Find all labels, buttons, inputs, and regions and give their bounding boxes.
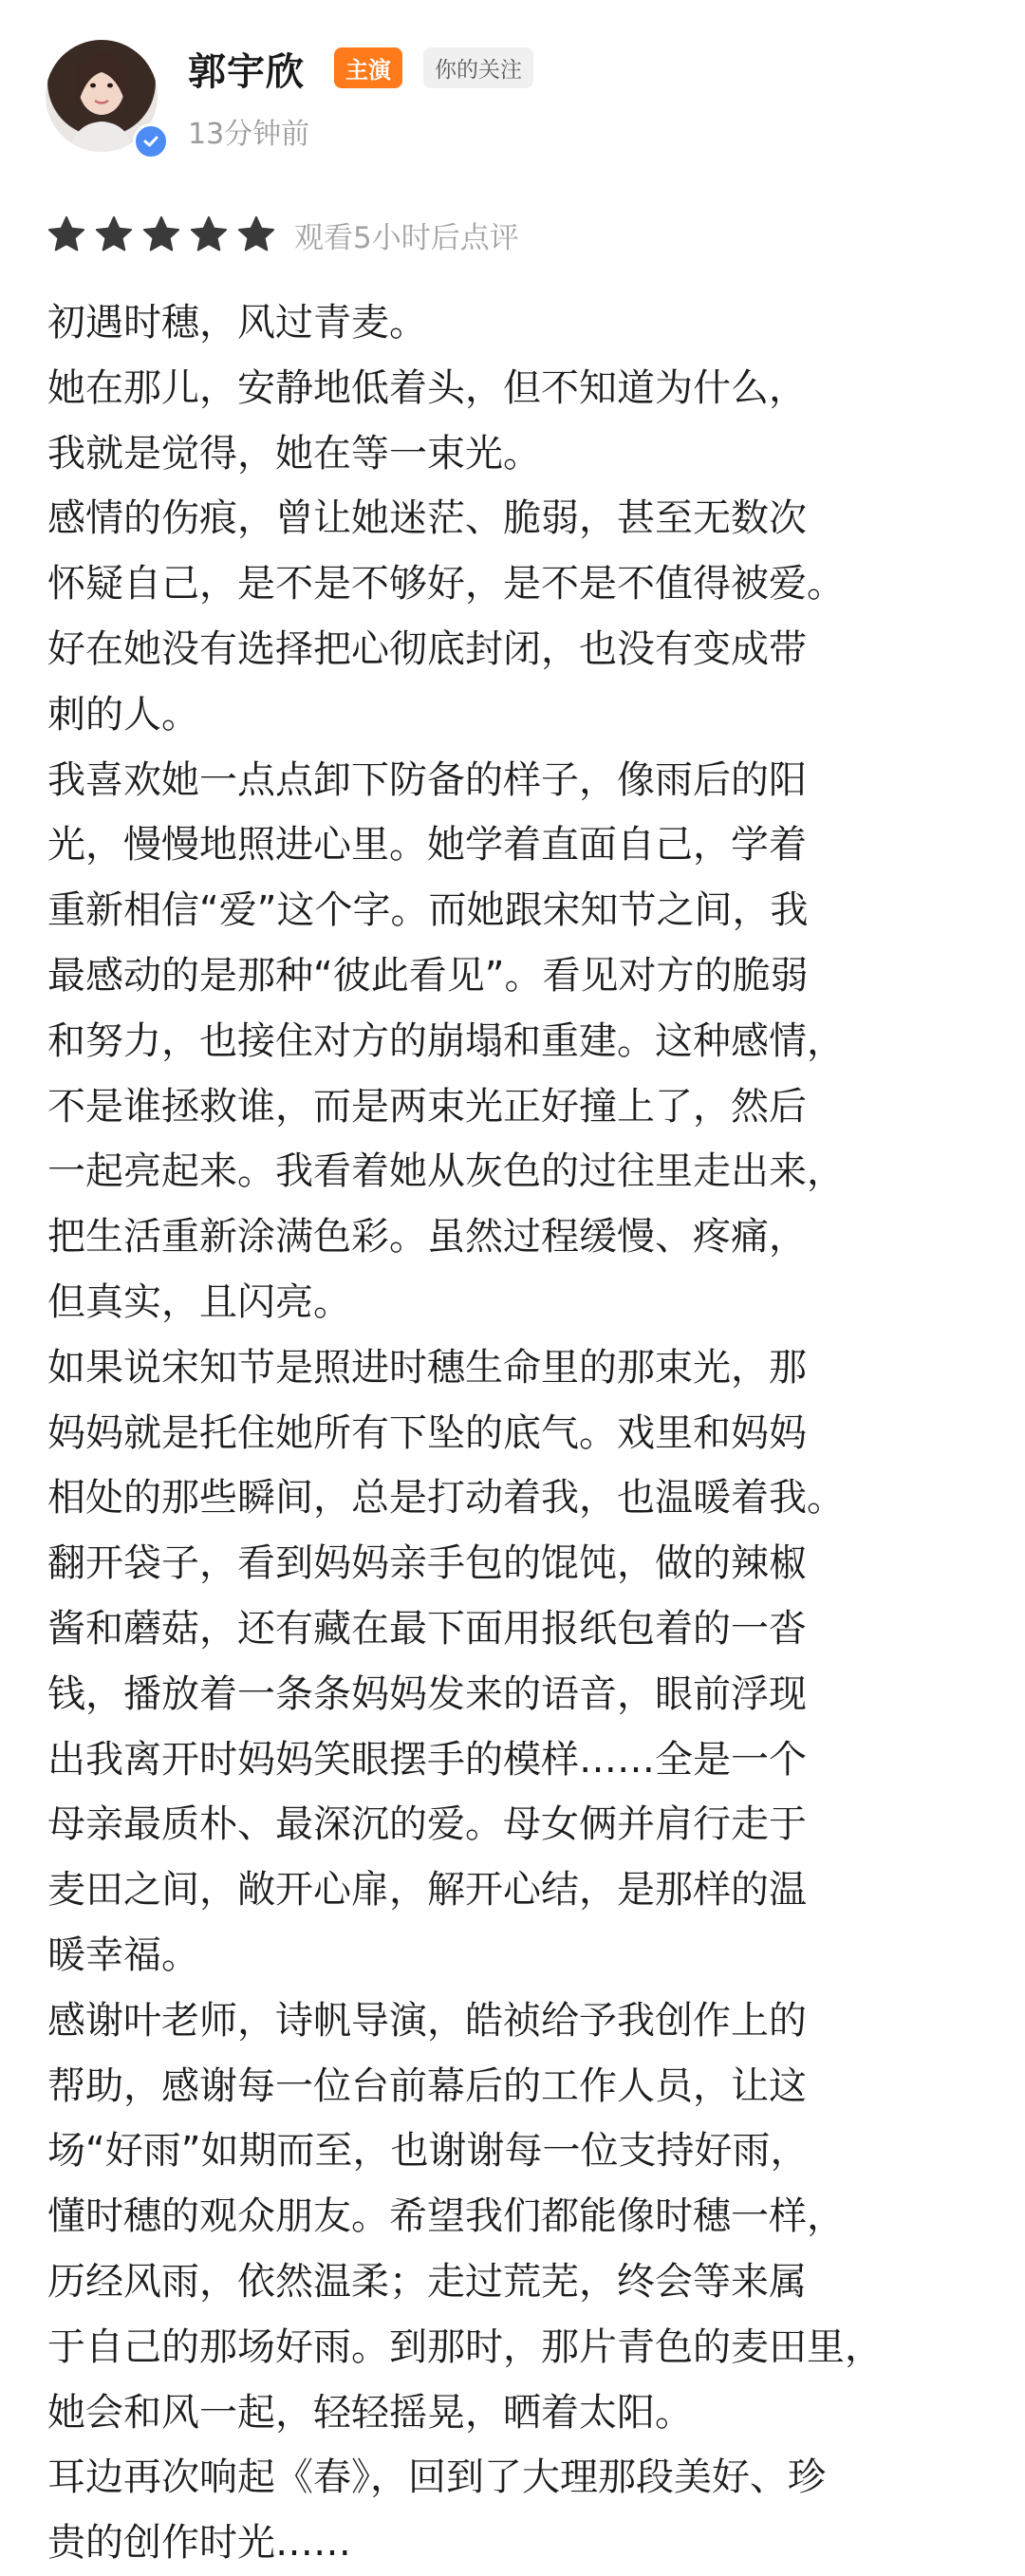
- review-line: 我喜欢她一点点卸下防备的样子，像雨后的阳: [47, 757, 807, 802]
- star-icon: [93, 214, 135, 255]
- review-line: 麦田之间，敞开心扉，解开心结，是那样的温: [47, 1868, 807, 1913]
- post-header: [46, 40, 995, 163]
- review-line: 耳边再次响起《春》，回到了大理那段美好、珍: [47, 2455, 826, 2500]
- review-line: 不是谁拯救谁，而是两束光正好撞上了，然后: [47, 1084, 807, 1129]
- review-line: 历经风雨，依然温柔；走过荒芜，终会等来属: [47, 2259, 807, 2304]
- user-name[interactable]: 郭宇欣: [188, 50, 305, 94]
- star-icon: [140, 214, 182, 255]
- review-line: 最感动的是那种“彼此看见”。看见对方的脆弱: [47, 953, 809, 998]
- review-line: 懂时穗的观众朋友。希望我们都能像时穗一样，: [47, 2194, 845, 2239]
- rating-row: [46, 211, 519, 258]
- role-badge: 主演: [334, 47, 402, 88]
- review-line: 酱和蘑菇，还有藏在最下面用报纸包着的一沓: [47, 1606, 807, 1651]
- review-line: 好在她没有选择把心彻底封闭，也没有变成带: [47, 626, 807, 671]
- review-line: 于自己的那场好雨。到那时，那片青色的麦田里，: [47, 2324, 883, 2369]
- review-line: 我就是觉得，她在等一束光。: [47, 431, 541, 476]
- review-line: 和努力，也接住对方的崩塌和重建。这种感情，: [47, 1018, 845, 1063]
- review-text: [47, 290, 997, 2576]
- verified-check-icon: [133, 123, 169, 159]
- star-icon: [235, 214, 277, 255]
- review-line: 她在那儿，安静地低着头，但不知道为什么，: [47, 365, 807, 410]
- review-line: 母亲最质朴、最深沉的爱。母女俩并肩行走于: [47, 1802, 807, 1847]
- star-icon: [46, 214, 87, 255]
- review-line: 光，慢慢地照进心里。她学着直面自己，学着: [47, 823, 807, 868]
- review-line: 刺的人。: [47, 692, 199, 737]
- follow-status-badge: 你的关注: [423, 47, 533, 88]
- review-line: 她会和风一起，轻轻摇晃，晒着太阳。: [47, 2390, 693, 2435]
- review-line: 把生活重新涂满色彩。虽然过程缓慢、疼痛，: [47, 1215, 807, 1260]
- review-line: 但真实，且闪亮。: [47, 1279, 351, 1324]
- review-line: 场“好雨”如期而至，也谢谢每一位支持好雨，: [47, 2129, 809, 2174]
- review-line: 妈妈就是托住她所有下坠的底气。戏里和妈妈: [47, 1410, 807, 1455]
- review-line: 感谢叶老师，诗帆导演，皓祯给予我创作上的: [47, 1998, 807, 2043]
- review-line: 感情的伤痕，曾让她迷茫、脆弱，甚至无数次: [47, 496, 807, 541]
- review-line: 怀疑自己，是不是不够好，是不是不值得被爱。: [47, 562, 845, 607]
- review-line: 初遇时穗，风过青麦。: [47, 301, 427, 345]
- review-line: 帮助，感谢每一位台前幕后的工作人员，让这: [47, 2063, 807, 2108]
- review-line: 重新相信“爱”这个字。而她跟宋知节之间，我: [47, 888, 809, 933]
- rating-note: 观看5小时后点评: [294, 220, 519, 255]
- review-line: 相处的那些瞬间，总是打动着我，也温暖着我。: [47, 1476, 845, 1521]
- review-line: 钱，播放着一条条妈妈发来的语音，眼前浮现: [47, 1671, 807, 1716]
- post-time: 13分钟前: [188, 118, 310, 151]
- review-line: 翻开袋子，看到妈妈亲手包的馄饨，做的辣椒: [47, 1541, 807, 1586]
- star-rating: [46, 214, 277, 255]
- review-line: 出我离开时妈妈笑眼摆手的模样……全是一个: [47, 1737, 807, 1782]
- review-line: 贵的创作时光……: [47, 2521, 351, 2566]
- review-line: 暖幸福。: [47, 1932, 199, 1977]
- review-line: 如果说宋知节是照进时穗生命里的那束光，那: [47, 1345, 807, 1390]
- review-line: 一起亮起来。我看着她从灰色的过往里走出来，: [47, 1149, 845, 1194]
- star-icon: [188, 214, 230, 255]
